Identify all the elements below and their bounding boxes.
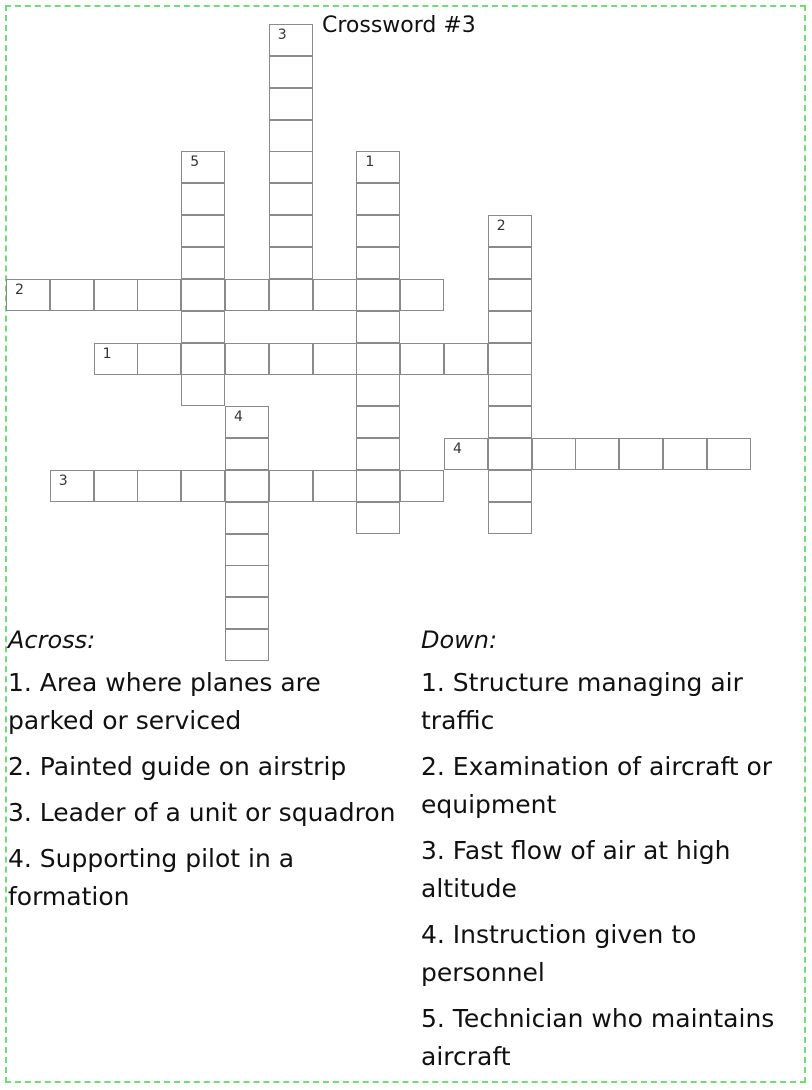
clue-number: 1 bbox=[102, 345, 112, 362]
down-clue: 5. Technician who maintains aircraft bbox=[421, 1004, 775, 1071]
crossword-cell[interactable] bbox=[356, 279, 400, 311]
crossword-cell[interactable] bbox=[313, 343, 357, 375]
crossword-cell[interactable] bbox=[269, 247, 313, 279]
crossword-cell[interactable] bbox=[225, 565, 269, 597]
crossword-cell[interactable] bbox=[137, 343, 181, 375]
crossword-cell[interactable] bbox=[94, 343, 138, 375]
clue-number: 2 bbox=[496, 218, 506, 235]
crossword-cell[interactable] bbox=[181, 183, 225, 215]
crossword-cell[interactable] bbox=[269, 183, 313, 215]
down-clue-list bbox=[421, 664, 801, 1084]
crossword-cell[interactable] bbox=[356, 470, 400, 502]
crossword-cell[interactable] bbox=[575, 438, 619, 470]
crossword-cell[interactable] bbox=[269, 215, 313, 247]
crossword-cell[interactable] bbox=[356, 151, 400, 183]
clue-number: 3 bbox=[277, 27, 287, 43]
crossword-cell[interactable] bbox=[356, 406, 400, 438]
crossword-cell[interactable] bbox=[356, 343, 400, 375]
crossword-cell[interactable] bbox=[181, 215, 225, 247]
clue-number: 1 bbox=[365, 154, 375, 171]
crossword-cell[interactable] bbox=[225, 279, 269, 311]
crossword-cell[interactable] bbox=[94, 470, 138, 502]
clue-number: 4 bbox=[453, 441, 462, 458]
crossword-cell[interactable] bbox=[225, 343, 269, 375]
across-clue: 2. Painted guide on airstrip bbox=[8, 752, 347, 781]
crossword-cell[interactable] bbox=[181, 311, 225, 343]
crossword-cell[interactable] bbox=[225, 629, 269, 661]
crossword-cell[interactable] bbox=[356, 183, 400, 215]
crossword-cell[interactable] bbox=[225, 534, 269, 566]
crossword-cell[interactable] bbox=[488, 406, 532, 438]
crossword-cell[interactable] bbox=[269, 120, 313, 152]
across-clue: 4. Supporting pilot in a formation bbox=[8, 844, 295, 911]
crossword-cell[interactable] bbox=[488, 470, 532, 502]
crossword-cell[interactable] bbox=[488, 311, 532, 343]
crossword-cell[interactable] bbox=[532, 438, 576, 470]
crossword-cell[interactable] bbox=[6, 279, 50, 311]
crossword-cell[interactable] bbox=[225, 470, 269, 502]
crossword-cell[interactable] bbox=[94, 279, 138, 311]
crossword-cell[interactable] bbox=[663, 438, 707, 470]
crossword-cell[interactable] bbox=[356, 247, 400, 279]
crossword-cell[interactable] bbox=[225, 502, 269, 534]
crossword-cell[interactable] bbox=[488, 215, 532, 247]
crossword-cell[interactable] bbox=[181, 247, 225, 279]
clue-number: 3 bbox=[58, 472, 68, 489]
crossword-cell[interactable] bbox=[269, 470, 313, 502]
down-clue: 2. Examination of aircraft or equipment bbox=[421, 752, 773, 819]
crossword-cell[interactable] bbox=[181, 151, 225, 183]
clue-number: 4 bbox=[234, 409, 243, 426]
crossword-cell[interactable] bbox=[313, 279, 357, 311]
crossword-cell[interactable] bbox=[400, 343, 444, 375]
down-heading: Down: bbox=[421, 626, 498, 654]
crossword-cell[interactable] bbox=[181, 470, 225, 502]
crossword-cell[interactable] bbox=[137, 470, 181, 502]
crossword-cell[interactable] bbox=[225, 597, 269, 629]
crossword-cell[interactable] bbox=[181, 343, 225, 375]
crossword-cell[interactable] bbox=[356, 311, 400, 343]
crossword-cell[interactable] bbox=[444, 438, 488, 470]
puzzle-title: Crossword #3 bbox=[322, 13, 476, 38]
across-clue: 1. Area where planes are parked or serviced bbox=[8, 668, 321, 735]
crossword-cell[interactable] bbox=[50, 279, 94, 311]
crossword-cell[interactable] bbox=[269, 151, 313, 183]
crossword-cell[interactable] bbox=[488, 502, 532, 534]
crossword-cell[interactable] bbox=[137, 279, 181, 311]
crossword-cell[interactable] bbox=[488, 247, 532, 279]
crossword-cell[interactable] bbox=[269, 88, 313, 120]
clue-number: 5 bbox=[190, 154, 200, 171]
crossword-cell[interactable] bbox=[619, 438, 663, 470]
crossword-cell[interactable] bbox=[181, 374, 225, 406]
crossword-cell[interactable] bbox=[313, 470, 357, 502]
crossword-cell[interactable] bbox=[400, 279, 444, 311]
down-clue: 3. Fast flow of air at high altitude bbox=[421, 836, 731, 903]
crossword-cell[interactable] bbox=[356, 215, 400, 247]
across-clue-list bbox=[8, 664, 400, 924]
crossword-cell[interactable] bbox=[488, 343, 532, 375]
crossword-cell[interactable] bbox=[488, 374, 532, 406]
crossword-cell[interactable] bbox=[181, 279, 225, 311]
crossword-cell[interactable] bbox=[225, 438, 269, 470]
crossword-cell[interactable] bbox=[356, 374, 400, 406]
crossword-cell[interactable] bbox=[488, 438, 532, 470]
crossword-cell[interactable] bbox=[269, 279, 313, 311]
crossword-cell[interactable] bbox=[400, 470, 444, 502]
crossword-cell[interactable] bbox=[269, 24, 313, 56]
crossword-cell[interactable] bbox=[50, 470, 94, 502]
across-clue: 3. Leader of a unit or squadron bbox=[8, 798, 396, 827]
crossword-cell[interactable] bbox=[444, 343, 488, 375]
crossword-cell[interactable] bbox=[269, 343, 313, 375]
down-clue: 4. Instruction given to personnel bbox=[421, 920, 697, 987]
crossword-cell[interactable] bbox=[707, 438, 751, 470]
crossword-cell[interactable] bbox=[488, 279, 532, 311]
across-heading: Across: bbox=[8, 626, 96, 654]
crossword-cell[interactable] bbox=[356, 502, 400, 534]
down-clue: 1. Structure managing air traffic bbox=[421, 668, 743, 735]
crossword-cell[interactable] bbox=[225, 406, 269, 438]
crossword-cell[interactable] bbox=[269, 56, 313, 88]
crossword-cell[interactable] bbox=[356, 438, 400, 470]
clue-number: 2 bbox=[15, 281, 24, 298]
